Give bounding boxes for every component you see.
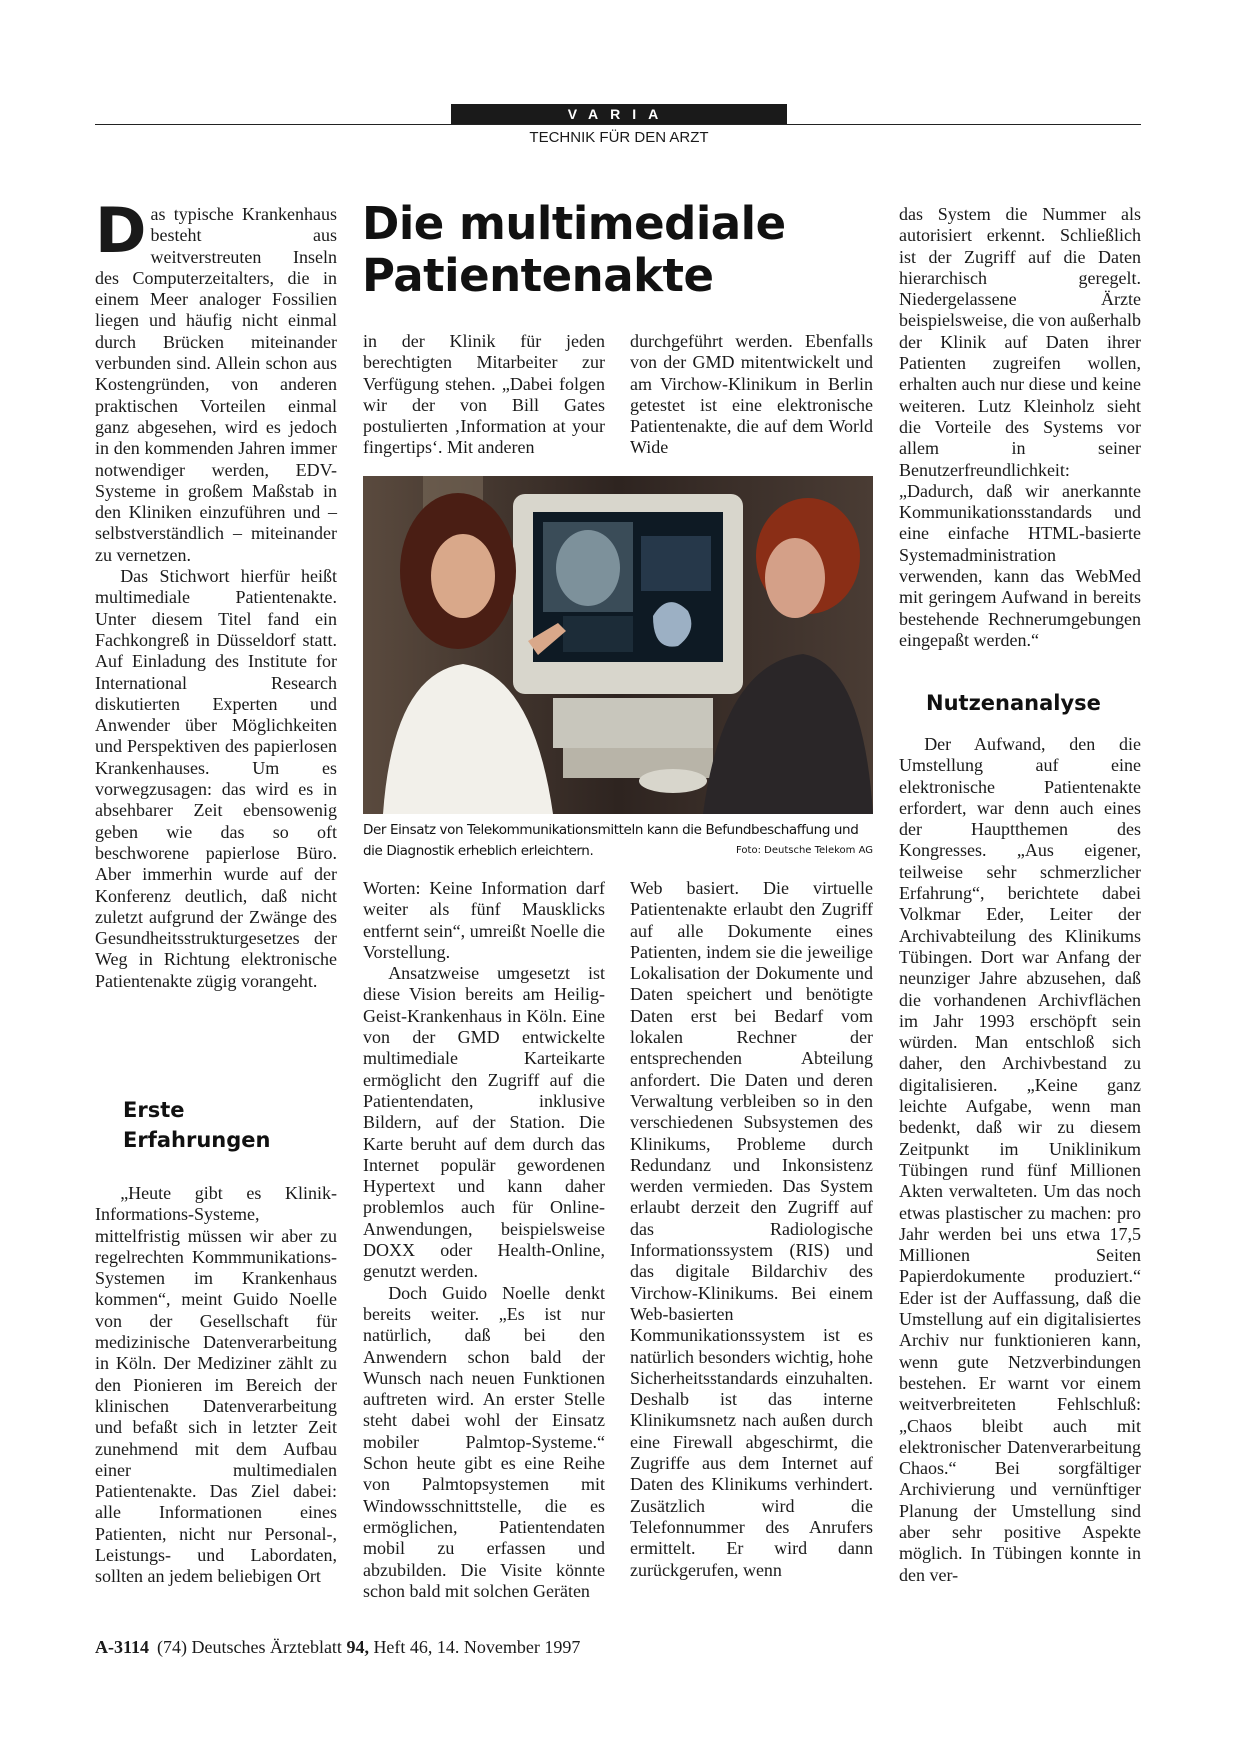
subsection-label: TECHNIK FÜR DEN ARZT bbox=[529, 129, 709, 146]
citation-prefix: (74) Deutsches Ärzteblatt bbox=[157, 1637, 347, 1657]
paragraph: das System die Nummer als autorisiert erkennt. Schließlich ist der Zugriff auf die Daten hierarchisch geregelt. Niedergelassene Ärzte beispielsweise, die von außerhalb der Klinik auf Daten ihrer Patienten zugreifen wollen, erhalten auch nur diese und keine weiteren. Lutz Kleinholz sieht die Vorteile des Systems vor allem in seiner Benutzerfreundlichkeit: „Dadurch, daß wir anerkannte Kommunikationsstandards und eine einfache HTML-basierte Systemadministration verwenden, kann das WebMed mit geringem Aufwand in bereits bestehende Rechnerumgebungen eingepaßt werden.“ bbox=[899, 204, 1141, 650]
article-title: Die multimediale Patientenakte bbox=[362, 197, 786, 302]
photo-caption: Der Einsatz von Telekommunikationsmitteln kann die Befundbeschaffung und die Diagnostik erheblich erleichtern. Foto: Deutsche Telekom AG bbox=[363, 822, 873, 859]
column-4-top bbox=[899, 204, 1141, 651]
drop-cap: D bbox=[95, 194, 147, 267]
column-4-bottom bbox=[899, 734, 1141, 1586]
column-3-bottom bbox=[630, 878, 873, 1581]
subheading-erste-erfahrungen: Erste Erfahrungen bbox=[123, 1098, 271, 1152]
paragraph: Web basiert. Die virtuelle Patientenakte erlaubt den Zugriff auf alle Dokumente eines Patienten, indem sie die jeweilige Lokalisation der Dokumente und Daten speichert und benötigte Daten erst bei Bedarf vom lokalen Rechner der entsprechenden Abteilung anfordert. Die Daten und deren Verwaltung verbleiben so in den verschiedenen Subsystemen des Klinikums, Probleme durch Redundanz und Inkonsistenz werden vermieden. Das System erlaubt derzeit den Zugriff auf das Radiologische Informationssystem (RIS) und das digitale Bildarchiv des Virchow-Klinikums. Bei einem Web-basierten Kommunikationssystem ist es natürlich besonders wichtig, hohe Sicherheitsstandards einzuhalten. Deshalb ist das interne Klinikumsnetz nach außen durch eine Firewall abgeschirmt, die Zugriffe aus dem Internet auf Daten des Klinikums verhindert. Zusätzlich wird die Telefonnummer des Anrufers ermittelt. Er wird dann zurückgerufen, wenn bbox=[630, 878, 873, 1580]
paragraph: Doch Guido Noelle denkt bereits weiter. „Es ist nur natürlich, daß bei den Anwendern schon bald der Wunsch nach neuen Funktionen auftreten wird. An erster Stelle steht dabei wohl der Einsatz mobiler Palmtop-Systeme.“ Schon heute gibt es eine Reihe von Palmtopsystemen mit Windowsschnittstelle, die es ermöglichen, Patientendaten mobil zu erfassen und abzubilden. Die Visite könnte schon bald mit solchen Geräten bbox=[363, 1282, 605, 1601]
column-1-top bbox=[95, 194, 337, 992]
volume-number: 94, bbox=[346, 1637, 369, 1657]
paragraph: „Heute gibt es Klinik-Informations-Systeme, mittelfristig müssen wir aber zu regelrechten Kommmunikations-Systemen im Krankenhaus kommen“, meint Guido Noelle von der Gesellschaft für medizinische Datenverarbeitung in Köln. Der Mediziner zählt zu den Pionieren im Bereich der klinischen Datenverarbeitung und befaßt sich in letzter Zeit zunehmend mit dem Aufbau einer multimedialen Patientenakte. Das Ziel dabei: alle Informationen eines Patienten, nicht nur Personal-, Leistungs- und Labordaten, sollten an jedem beliebigen Ort bbox=[95, 1183, 337, 1587]
paragraph: durchgeführt werden. Ebenfalls von der GMD mitentwickelt und am Virchow-Klinikum in Berlin getestet ist eine elektronische Patientenakte, die auf dem World Wide bbox=[630, 331, 873, 458]
page-number: A-3114 bbox=[95, 1637, 149, 1657]
section-label: VARIA bbox=[451, 104, 787, 124]
page-footer bbox=[95, 1637, 580, 1658]
paragraph: Worten: Keine Information darf weiter als fünf Mausklicks entfernt sein“, umreißt Noelle die Vorstellung. bbox=[363, 878, 605, 962]
column-2-top bbox=[363, 331, 605, 459]
photo-credit: Foto: Deutsche Telekom AG bbox=[736, 845, 873, 856]
paragraph: Der Aufwand, den die Umstellung auf eine elektronische Patientenakte erfordert, war denn auch eines der Hauptthemen des Kongresses. „Aus eigener, teilweise sehr schmerzlicher Erfahrung“, berichtete dabei Volkmar Eder, Leiter der Archivabteilung des Klinikums Tübingen. Dort war Anfang der neunziger Jahre abzusehen, daß die vorhandenen Archivflächen im Jahr 1993 erschöpft sein würden. Man entschloß sich daher, den Archivbestand zu digitalisieren. „Keine ganz leichte Aufgabe, wenn man bedenkt, daß wir zu diesem Zeitpunkt im Uniklinikum Tübingen rund fünf Millionen Akten verwalteten. Um das noch etwas plastischer zu machen: pro Jahr werden bei uns etwa 17,5 Millionen Seiten Papierdokumente produziert.“ Eder ist der Auffassung, daß die Umstellung auf ein digitalisiertes Archiv nur funktionieren kann, wenn gute Netzverbindungen bestehen. Er warnt vor einem weitverbreiteten Fehlschluß: „Chaos bleibt auch mit elektronischer Datenverarbeitung Chaos.“ Bei sorgfältiger Archivierung und vernünftiger Planung der Umstellung sind aber sehr positive Aspekte möglich. In Tübingen konnte in den ver- bbox=[899, 734, 1141, 1585]
article-photo bbox=[363, 476, 873, 814]
paragraph: Das Stichwort hierfür heißt multimediale Patientenakte. Unter diesem Titel fand ein Fachkongreß in Düsseldorf statt. Auf Einladung des Institute for International Research diskutierten Experten und Anwender über Möglichkeiten und Perspektiven des papierlosen Krankenhauses. Um es vorwegzusagen: das wird es in absehbarer Zeit ebensowenig geben wie das so oft beschworene papierlose Büro. Aber immerhin wurde auf der Konferenz deutlich, daß nicht zuletzt aufgrund der Zwänge des Gesundheitsstrukturgesetzes der Weg in Richtung elektronische Patientenakte zügig vorangeht. bbox=[95, 566, 337, 991]
column-3-top bbox=[630, 331, 873, 459]
column-2-bottom bbox=[363, 878, 605, 1602]
paragraph: Ansatzweise umgesetzt ist diese Vision bereits am Heilig-Geist-Krankenhaus in Köln. Eine von der GMD entwickelte multimediale Karteikarte ermöglicht den Zugriff auf die Patientendaten, inklusive Bildern, auf der Station. Die Karte beruht auf dem durch das Internet populär gewordenen Hypertext und kann daher problemlos auch für Online-Anwendungen, beispielsweise DOXX oder Health-Online, genutzt werden. bbox=[363, 963, 605, 1282]
header-rule bbox=[95, 124, 1141, 125]
subheading-nutzenanalyse: Nutzenanalyse bbox=[926, 691, 1101, 715]
intro-paragraph: Das typische Krankenhaus besteht aus weitverstreuten Inseln des Computerzeitalters, die in einem Meer analoger Fossilien liegen und häufig nicht einmal durch Brücken miteinander verbunden sind. Allein schon aus Kostengründen, von anderen praktischen Vorteilen einmal ganz abgesehen, wird es jedoch in den kommenden Jahren immer notwendiger werden, EDV-Systeme in großem Maßstab in den Kliniken einzuführen und – selbstverständlich – miteinander zu vernetzen. bbox=[95, 194, 337, 565]
photo-illustration bbox=[363, 476, 873, 814]
column-1-bottom bbox=[95, 1183, 337, 1588]
paragraph: in der Klinik für jeden berechtigten Mitarbeiter zur Verfügung stehen. „Dabei folgen wir der von Bill Gates postulierten ‚Information at your fingertips‘. Mit anderen bbox=[363, 331, 605, 458]
citation-suffix: Heft 46, 14. November 1997 bbox=[368, 1637, 581, 1657]
